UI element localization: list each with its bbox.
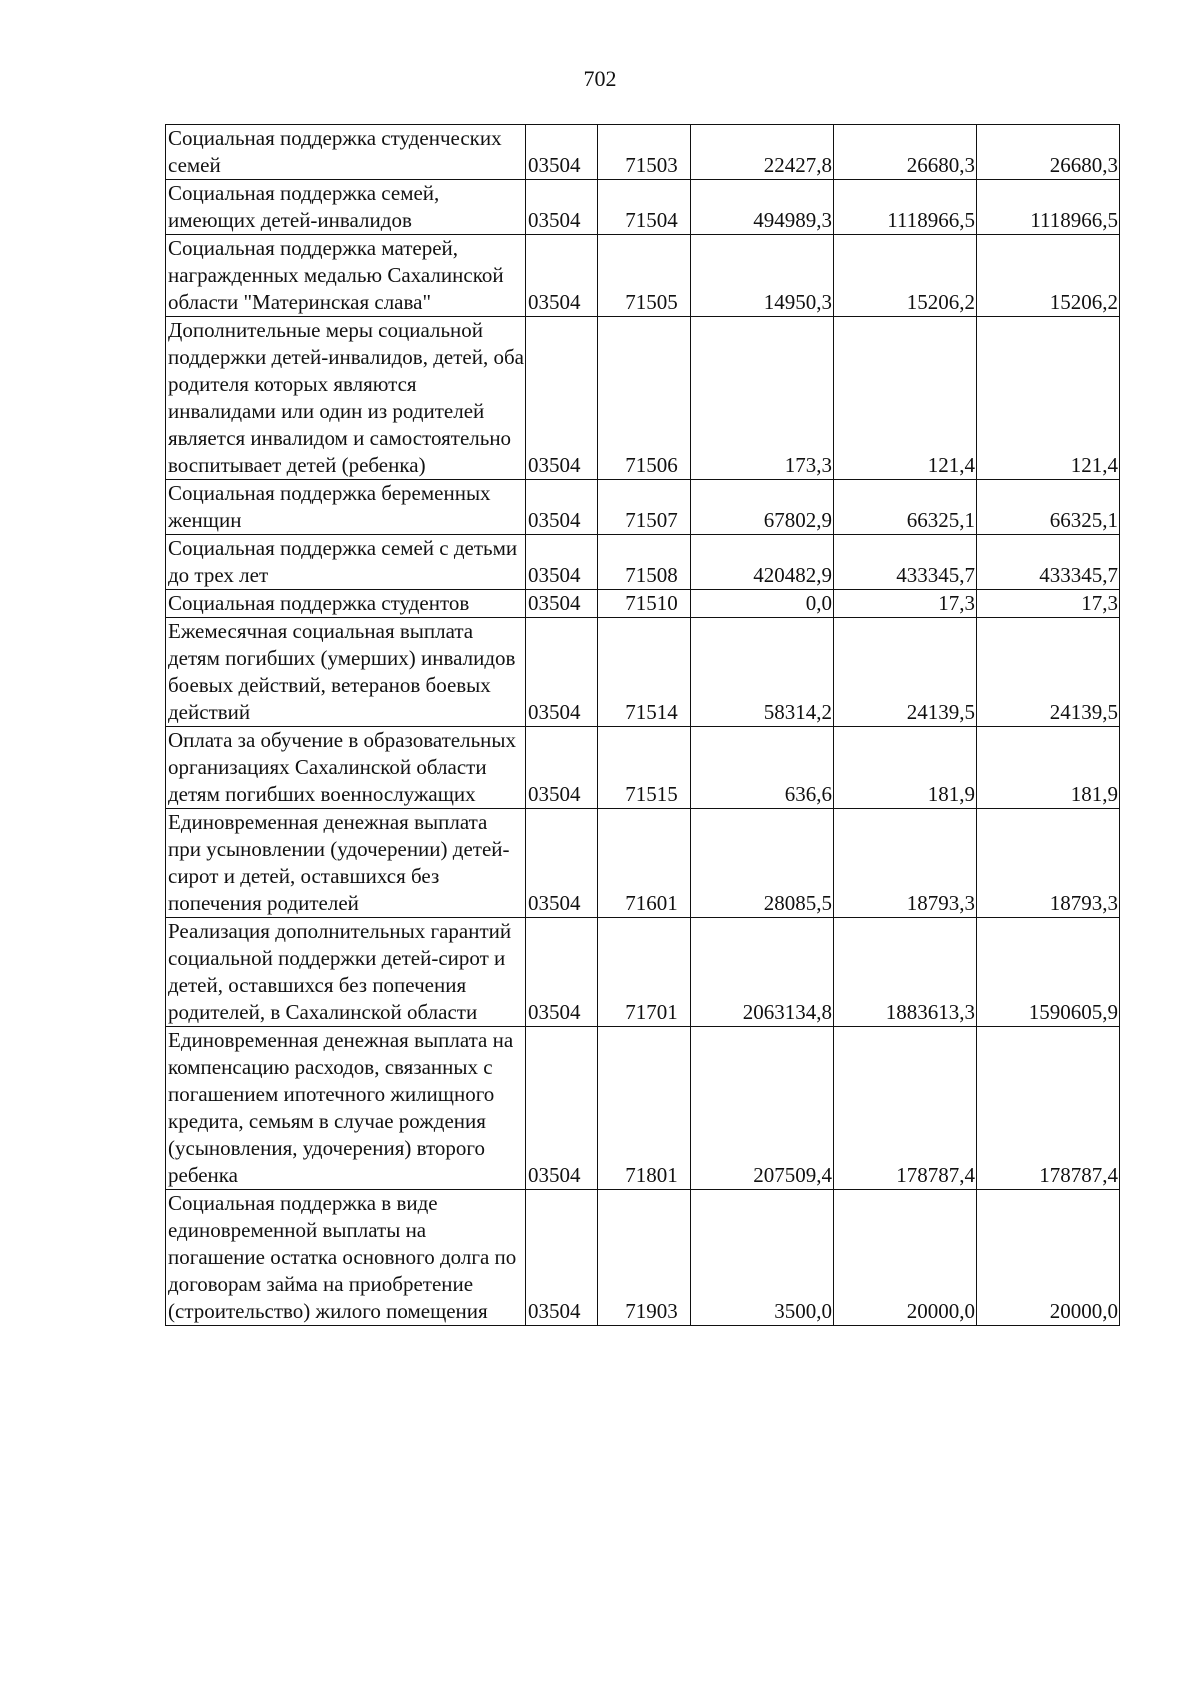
value-cell-1: 22427,8 (691, 125, 834, 180)
value-cell-3: 26680,3 (977, 125, 1120, 180)
value-cell-1: 58314,2 (691, 618, 834, 727)
table-row (166, 317, 1120, 480)
value-cell-2: 433345,7 (834, 535, 977, 590)
row-name-cell: Оплата за обучение в образовательных организациях Сахалинской области детям погибших военнослужащих (166, 727, 526, 809)
target-code-cell: 71515 (598, 727, 691, 809)
value-cell-3: 66325,1 (977, 480, 1120, 535)
value-cell-3: 1590605,9 (977, 918, 1120, 1027)
value-cell-1: 3500,0 (691, 1190, 834, 1326)
target-code-cell: 71503 (598, 125, 691, 180)
value-cell-2: 18793,3 (834, 809, 977, 918)
row-name-cell: Ежемесячная социальная выплата детям погибших (умерших) инвалидов боевых действий, ветеранов боевых действий (166, 618, 526, 727)
section-code-cell: 03504 (526, 918, 598, 1027)
value-cell-2: 178787,4 (834, 1027, 977, 1190)
value-cell-1: 14950,3 (691, 235, 834, 317)
value-cell-3: 433345,7 (977, 535, 1120, 590)
table-row (166, 590, 1120, 618)
value-cell-2: 181,9 (834, 727, 977, 809)
value-cell-3: 181,9 (977, 727, 1120, 809)
section-code-cell: 03504 (526, 125, 598, 180)
target-code-cell: 71507 (598, 480, 691, 535)
budget-table (165, 124, 1120, 1326)
row-name-cell: Реализация дополнительных гарантий социальной поддержки детей-сирот и детей, оставшихся без попечения родителей, в Сахалинской области (166, 918, 526, 1027)
value-cell-2: 17,3 (834, 590, 977, 618)
target-code-cell: 71601 (598, 809, 691, 918)
target-code-cell: 71508 (598, 535, 691, 590)
value-cell-1: 2063134,8 (691, 918, 834, 1027)
section-code-cell: 03504 (526, 480, 598, 535)
target-code-cell: 71801 (598, 1027, 691, 1190)
row-name-cell: Социальная поддержка студенческих семей (166, 125, 526, 180)
section-code-cell: 03504 (526, 317, 598, 480)
row-name-cell: Единовременная денежная выплата на компенсацию расходов, связанных с погашением ипотечного жилищного кредита, семьям в случае рождения (усыновления, удочерения) второго ребенка (166, 1027, 526, 1190)
value-cell-2: 26680,3 (834, 125, 977, 180)
value-cell-3: 121,4 (977, 317, 1120, 480)
row-name-cell: Дополнительные меры социальной поддержки детей-инвалидов, детей, оба родителя которых являются инвалидами или один из родителей является инвалидом и самостоятельно воспитывает детей (ребенка) (166, 317, 526, 480)
table-row (166, 180, 1120, 235)
row-name-cell: Социальная поддержка беременных женщин (166, 480, 526, 535)
section-code-cell: 03504 (526, 727, 598, 809)
section-code-cell: 03504 (526, 535, 598, 590)
target-code-cell: 71506 (598, 317, 691, 480)
target-code-cell: 71504 (598, 180, 691, 235)
table-row (166, 235, 1120, 317)
section-code-cell: 03504 (526, 1190, 598, 1326)
section-code-cell: 03504 (526, 809, 598, 918)
table-row (166, 125, 1120, 180)
value-cell-3: 17,3 (977, 590, 1120, 618)
value-cell-1: 67802,9 (691, 480, 834, 535)
value-cell-1: 173,3 (691, 317, 834, 480)
value-cell-1: 207509,4 (691, 1027, 834, 1190)
value-cell-1: 494989,3 (691, 180, 834, 235)
section-code-cell: 03504 (526, 618, 598, 727)
value-cell-2: 15206,2 (834, 235, 977, 317)
value-cell-3: 24139,5 (977, 618, 1120, 727)
row-name-cell: Социальная поддержка студентов (166, 590, 526, 618)
table-row (166, 1190, 1120, 1326)
value-cell-3: 15206,2 (977, 235, 1120, 317)
section-code-cell: 03504 (526, 180, 598, 235)
table-row (166, 535, 1120, 590)
value-cell-2: 66325,1 (834, 480, 977, 535)
target-code-cell: 71514 (598, 618, 691, 727)
table-body (166, 125, 1120, 1326)
value-cell-1: 636,6 (691, 727, 834, 809)
page-number: 702 (583, 66, 617, 91)
row-name-cell: Социальная поддержка семей с детьми до трех лет (166, 535, 526, 590)
value-cell-2: 121,4 (834, 317, 977, 480)
value-cell-3: 18793,3 (977, 809, 1120, 918)
table-row (166, 809, 1120, 918)
table-row (166, 1027, 1120, 1190)
section-code-cell: 03504 (526, 1027, 598, 1190)
target-code-cell: 71505 (598, 235, 691, 317)
row-name-cell: Единовременная денежная выплата при усыновлении (удочерении) детей-сирот и детей, оставшихся без попечения родителей (166, 809, 526, 918)
row-name-cell: Социальная поддержка семей, имеющих детей-инвалидов (166, 180, 526, 235)
value-cell-3: 178787,4 (977, 1027, 1120, 1190)
section-code-cell: 03504 (526, 590, 598, 618)
value-cell-2: 20000,0 (834, 1190, 977, 1326)
value-cell-1: 28085,5 (691, 809, 834, 918)
value-cell-3: 1118966,5 (977, 180, 1120, 235)
value-cell-3: 20000,0 (977, 1190, 1120, 1326)
value-cell-1: 420482,9 (691, 535, 834, 590)
row-name-cell: Социальная поддержка матерей, награжденных медалью Сахалинской области "Материнская слава" (166, 235, 526, 317)
table-row (166, 918, 1120, 1027)
row-name-cell: Социальная поддержка в виде единовременной выплаты на погашение остатка основного долга по договорам займа на приобретение (строительство) жилого помещения (166, 1190, 526, 1326)
target-code-cell: 71701 (598, 918, 691, 1027)
value-cell-2: 1883613,3 (834, 918, 977, 1027)
table-row (166, 618, 1120, 727)
table-row (166, 727, 1120, 809)
section-code-cell: 03504 (526, 235, 598, 317)
table-row (166, 480, 1120, 535)
target-code-cell: 71903 (598, 1190, 691, 1326)
value-cell-2: 24139,5 (834, 618, 977, 727)
value-cell-1: 0,0 (691, 590, 834, 618)
value-cell-2: 1118966,5 (834, 180, 977, 235)
target-code-cell: 71510 (598, 590, 691, 618)
